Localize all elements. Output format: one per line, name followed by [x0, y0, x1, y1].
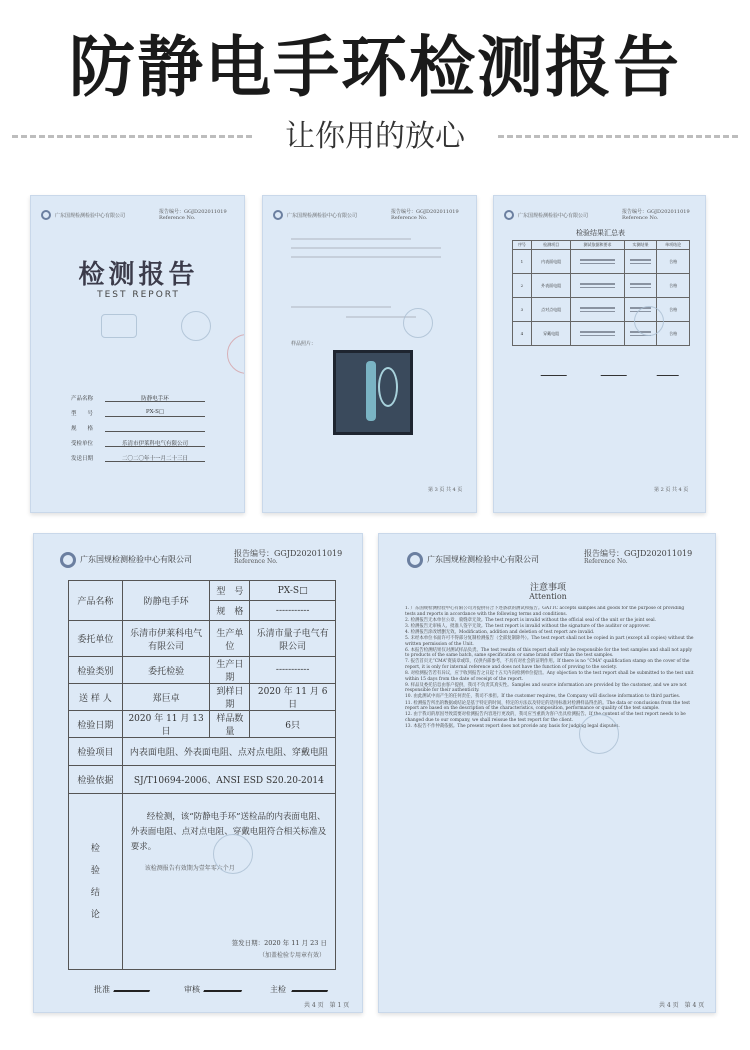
- summary-row-result: 合格: [657, 322, 690, 346]
- cover-field-label: 型 号: [71, 411, 94, 417]
- watermark-seal: [213, 834, 253, 874]
- summary-col-header: 单项结论: [657, 241, 690, 250]
- approve-signature: [113, 980, 155, 992]
- attention-note: 6. 本报告检测结果仅对测试样品负责。The test results of this report shall only be responsible for the test samples and shall not apply to products of the same batch, same specification or same brand other than the test samples.: [405, 647, 693, 659]
- cover-title-en: TEST REPORT: [97, 290, 180, 300]
- summary-row-measured: [624, 250, 657, 274]
- summary-row-basis: [571, 298, 624, 322]
- cover-field-row: [71, 392, 241, 407]
- subtitle: 让你用的放心: [285, 119, 465, 154]
- page-number: 第 2 页 共 4 页: [654, 487, 689, 493]
- summary-row-basis: [571, 274, 624, 298]
- attention-note: 5. 未经本单位书面许可不得部分复制检测报告（全部复制除外）。The test report shall not be copied in part (except all copies) without the written permission of the Unit.: [405, 635, 694, 647]
- cover-field-row: [71, 437, 241, 452]
- test-basis: SJ/T10694-2006、ANSI ESD S20.20-2014: [122, 766, 335, 794]
- attention-heading-en: Attention: [529, 592, 567, 601]
- main-test-signature: [291, 980, 333, 992]
- org-logo-icon: [407, 552, 423, 568]
- summary-row-no: 3: [513, 298, 532, 322]
- cma-stamp: [101, 314, 137, 338]
- qty: 6只: [250, 711, 336, 738]
- org-name: 广东国规检测检验中心有限公司: [55, 213, 126, 219]
- cover-field-row: [71, 452, 241, 467]
- arrive-label: 到样日期: [210, 684, 250, 711]
- summary-table: [512, 240, 690, 346]
- cover-field-row: [71, 407, 241, 422]
- attention-note: 3. 检测报告无审核人、批准人签字无效。The test report is invalid without the signature of the auditor or approver.: [405, 623, 651, 629]
- report-no-value: GGJD202011019: [274, 549, 343, 558]
- cover-field-row: [71, 422, 241, 437]
- seal-note: （加盖检验专用章有效）: [258, 952, 325, 959]
- right-dash-divider: [498, 135, 738, 138]
- subtitle-row: [0, 118, 750, 158]
- org-logo-icon: [41, 210, 51, 220]
- attention-note: 8. 对检测报告若有异议，应于收到报告之日起十五天内向检测单位提出。Any objection to the test report shall be submitted to the test unit within 15 days from the date of receipt of the report.: [405, 671, 694, 682]
- summary-row-item: 穿戴电阻: [531, 322, 571, 346]
- info-table: [68, 580, 336, 970]
- report-no-value: GGJD202011019: [647, 209, 690, 215]
- red-seal: [227, 334, 245, 374]
- prod-date: -----------: [250, 657, 336, 684]
- summary-row-item: 内表面电阻: [531, 250, 571, 274]
- summary-row-item: 点对点电阻: [531, 298, 571, 322]
- wristband-image: [366, 361, 376, 421]
- basis-label: 检验依据: [69, 766, 123, 794]
- cover-field-value: [105, 424, 205, 432]
- main-test-label: 主检: [270, 985, 286, 994]
- review-label: 审核: [184, 985, 200, 994]
- report-no-label: 报告编号：: [584, 549, 624, 558]
- summary-col-header: 检测项目: [531, 241, 571, 250]
- conclusion-label: [69, 794, 123, 970]
- cover-field-label: 规 格: [71, 426, 94, 432]
- type-label: 检验类别: [69, 657, 123, 684]
- summary-row-result: 合格: [657, 298, 690, 322]
- report-no-label: 报告编号：: [234, 549, 274, 558]
- reference-no: Reference No.: [159, 215, 196, 221]
- summary-row: [513, 274, 690, 298]
- report-no-label: 报告编号：: [159, 209, 185, 215]
- summary-row-result: 合格: [657, 250, 690, 274]
- report-no-label: 报告编号：: [391, 209, 417, 215]
- summary-row-result: 合格: [657, 274, 690, 298]
- summary-heading: 检验结果汇总表: [576, 229, 625, 237]
- summary-row-no: 4: [513, 322, 532, 346]
- cover-field-label: 发送日期: [71, 456, 94, 462]
- attention-heading-cn: 注意事项: [529, 583, 566, 593]
- producer-label: 生产单位: [210, 621, 250, 657]
- approve-label: 批准: [94, 985, 110, 994]
- attention-note: 9. 样品及委托信息由客户提供，我司不负责其真实性。Samples and source information are provided by the customer, and we are not responsible for their authenticity.: [405, 682, 687, 694]
- summary-row-item: 外表面电阻: [531, 274, 571, 298]
- reference-no: Reference No.: [391, 215, 428, 221]
- reference-no: Reference No.: [234, 558, 278, 565]
- reference-no: Reference No.: [622, 215, 659, 221]
- org-name: 广东国规检测检验中心有限公司: [287, 213, 358, 219]
- conclusion-label-char: 论: [90, 909, 100, 920]
- items-label: 检验项目: [69, 738, 123, 766]
- report-number: [391, 208, 459, 215]
- reference-no: Reference No.: [584, 558, 628, 565]
- watermark-seal: [634, 306, 664, 336]
- report-no-value: GGJD202011019: [416, 209, 459, 215]
- watermark-seal: [403, 308, 433, 338]
- sample-photo: [333, 350, 413, 435]
- org-logo-icon: [504, 210, 514, 220]
- spec: -----------: [250, 601, 336, 621]
- test-items: 内表面电阻、外表面电阻、点对点电阻、穿戴电阻: [122, 738, 335, 766]
- summary-row-no: 1: [513, 250, 532, 274]
- signature-row: [94, 978, 344, 998]
- report-no-value: GGJD202011019: [184, 209, 227, 215]
- model: PX-S□: [250, 581, 336, 601]
- summary-row-measured: [624, 274, 657, 298]
- org-logo-icon: [273, 210, 283, 220]
- summary-col-header: 序号: [513, 241, 532, 250]
- review-signature: [203, 980, 247, 992]
- attention-note: 10. 由此测试中而产生的任何责任，我司不承担。If the customer requires, the Company will disclose information to third parties.: [405, 694, 681, 700]
- report-info-page: [33, 533, 363, 1013]
- prod-date-label: 生产日期: [210, 657, 250, 684]
- watermark-seal: [181, 311, 211, 341]
- test-date-label: 检验日期: [69, 711, 123, 738]
- report-number: [159, 208, 227, 215]
- page-number: 共 4 页 第 4 页: [659, 1002, 705, 1009]
- summary-row-basis: [571, 322, 624, 346]
- spec-label: 规 格: [210, 601, 250, 621]
- attention-note: 11. 检测报告所出的数据或结论是基于特定的时间，特定的方法以及特定的适用标准对检测样品得出的。The data or conclusions from the test report are based on the description of the characteristics, composition, performance or quality of the test sample.: [405, 700, 690, 712]
- summary-col-header: 实测结果: [624, 241, 657, 250]
- attention-note: 13. 本报告不作仲裁依据。The present report does not provide any basis for judging legal disputes.: [405, 723, 620, 729]
- product-name: 防静电手环: [122, 581, 210, 621]
- summary-row-basis: [571, 250, 624, 274]
- conclusion-text: 经检测，该“防静电手环”送检品的内表面电阻、外表面电阻、点对点电阻、穿戴电阻符合相关标准及要求。: [130, 812, 327, 852]
- cover-field-value: 乐清市伊莱科电气有限公司: [105, 439, 205, 447]
- attention-note: 1. 广东国规检测检验中心有限公司为提供符合下述条款的测试和报告。GATTC accepts samples and goods for the purpose of providing tests and reports in accordance with the following terms and conditions.: [405, 606, 685, 617]
- conclusion-label-char: 验: [90, 865, 100, 876]
- org-name: 广东国规检测检验中心有限公司: [427, 555, 539, 564]
- arrive-date: 2020 年 11 月 6 日: [250, 684, 336, 711]
- attention-note: 2. 检测报告无本单位公章、骑缝章无效。The test report is invalid without the official seal of the unit or the joint seal.: [405, 617, 657, 623]
- summary-table-header: [513, 241, 690, 250]
- product-name-label: 产品名称: [69, 581, 123, 621]
- report-summary-page: [493, 195, 706, 513]
- summary-col-header: 测试依据和要求: [571, 241, 624, 250]
- conclusion-label-char: 检: [90, 843, 100, 854]
- attention-notes: [405, 606, 695, 982]
- test-date: 2020 年 11 月 13 日: [122, 711, 210, 738]
- issue-date: 签发日期：2020 年 11 月 23 日: [231, 939, 327, 947]
- faint-text-block: [291, 238, 451, 265]
- qty-label: 样品数量: [210, 711, 250, 738]
- signature-area: [518, 366, 688, 380]
- client: 乐清市伊莱科电气有限公司: [122, 621, 210, 657]
- cover-field-label: 受检单位: [71, 441, 94, 447]
- model-label: 型 号: [210, 581, 250, 601]
- page-number: 共 4 页 第 1 页: [304, 1002, 350, 1009]
- watermark-seal: [579, 714, 619, 754]
- cover-field-value: 二〇二〇年十一月二十三日: [105, 454, 205, 462]
- cover-field-value: 防静电手环: [105, 394, 205, 402]
- sample-photo-label: 样品照片：: [291, 341, 317, 347]
- cover-field-value: PX-S□: [105, 409, 205, 417]
- cover-title-cn: 检测报告: [78, 260, 199, 290]
- sender: 郑巨卓: [122, 684, 210, 711]
- page-number: 第 3 页 共 4 页: [428, 487, 463, 493]
- org-name: 广东国规检测检验中心有限公司: [518, 213, 589, 219]
- producer: 乐清市量子电气有限公司: [250, 621, 336, 657]
- summary-row: [513, 250, 690, 274]
- attention-note: 4. 检测报告涂改增删无效。Modification, addition and deletion of test report are invalid.: [405, 629, 595, 635]
- summary-row-no: 2: [513, 274, 532, 298]
- report-cover-page: [30, 195, 245, 513]
- cover-field-label: 产品名称: [71, 396, 94, 402]
- report-photo-page: [262, 195, 477, 513]
- client-label: 委托单位: [69, 621, 123, 657]
- report-number: [622, 208, 690, 215]
- report-attention-page: [378, 533, 716, 1013]
- page-title: 防静电手环检测报告: [69, 29, 681, 106]
- attention-note: 12. 由于我司的原因导致需要对检测报告内容进行更改的，我司应当重新为客户出具检测报告。If the content of the test report needs to be changed due to our company, we shall reissue the test report for the client.: [405, 712, 686, 723]
- report-no-label: 报告编号：: [622, 209, 648, 215]
- sender-label: 送 样 人: [69, 684, 123, 711]
- conclusion-label-char: 结: [90, 887, 100, 898]
- type: 委托检验: [122, 657, 210, 684]
- org-logo-icon: [60, 552, 76, 568]
- conclusion-cell: [122, 794, 335, 970]
- report-no-value: GGJD202011019: [624, 549, 693, 558]
- org-name: 广东国规检测检验中心有限公司: [80, 555, 192, 564]
- conclusion-note: 该检测报告有效期为壹年零六个月: [144, 865, 235, 872]
- cover-fields: [71, 392, 241, 467]
- attention-note: 7. 报告首页无“CMA”资质章或印，仅供内部参考，不具有对社会的证明作用。If there is no “CMA” qualification stamp on the cover of the report, it is only for internal reference and does not have the function of proving to the society.: [405, 659, 690, 670]
